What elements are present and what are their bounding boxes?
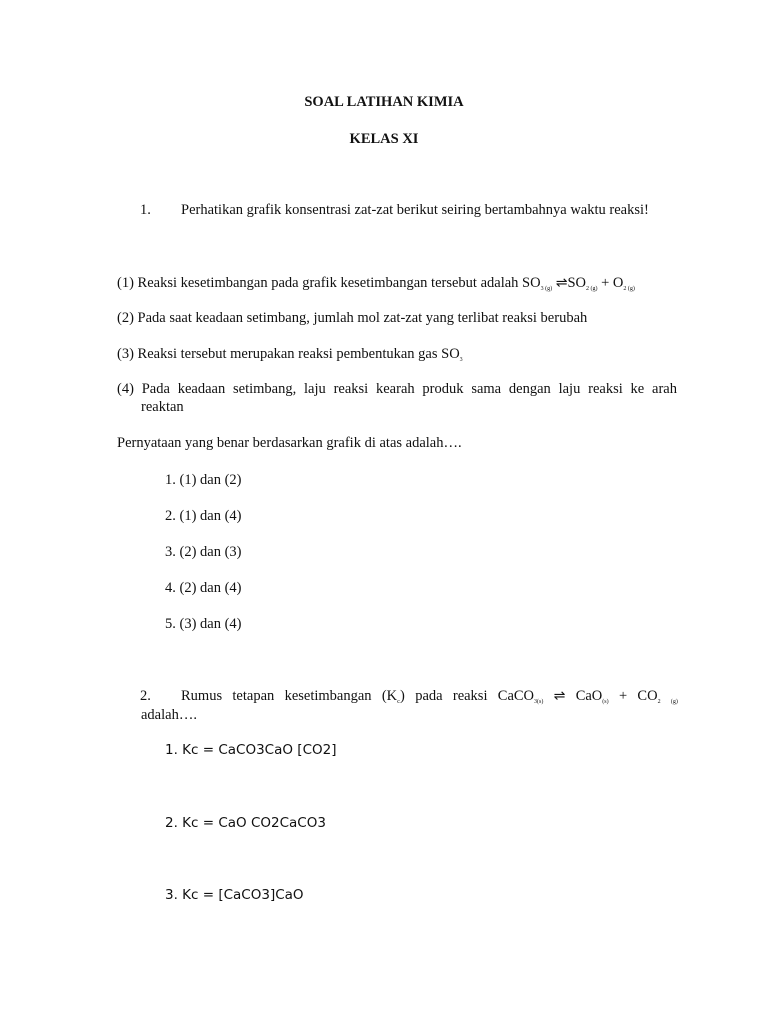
q2-text-reaksi: reaksi bbox=[452, 688, 488, 704]
q2-text-pada: pada bbox=[415, 688, 443, 704]
q1-option-1[interactable]: 1. (1) dan (2) bbox=[165, 472, 242, 488]
page-title: SOAL LATIHAN KIMIA bbox=[304, 94, 464, 110]
formula-o2: + O bbox=[597, 275, 624, 291]
q2-number: 2. bbox=[140, 688, 151, 704]
q2-option-2[interactable]: 2. Kc = CaO CO2CaCO3 bbox=[165, 815, 326, 831]
subscript-g: (g) bbox=[670, 699, 678, 705]
subscript-c: c bbox=[397, 698, 401, 705]
q2-text-tetapan: tetapan bbox=[232, 688, 275, 704]
subscript-so3-gas: 3 bbox=[459, 357, 463, 363]
statement-2: (2) Pada saat keadaan setimbang, jumlah mol zat-zat yang terlibat reaksi berubah bbox=[117, 310, 588, 326]
formula-cao: CaO bbox=[575, 688, 603, 704]
subscript-so2: 2 (g) bbox=[586, 286, 598, 292]
equilibrium-arrow-icon: ⇌ bbox=[555, 275, 568, 291]
q1-number: 1. bbox=[140, 202, 151, 218]
class-level: KELAS XI bbox=[349, 131, 419, 147]
q2-caco3: CaCO$_{3(s)}$ bbox=[497, 688, 544, 705]
q2-co2: $CO_2$ bbox=[637, 688, 661, 705]
q2-prompt-cont: adalah…. bbox=[141, 707, 197, 723]
statement-4: (4) Pada keadaan setimbang, laju reaksi kearah produk sama dengan laju reaksi ke arah bbox=[117, 381, 677, 397]
statement-3-text: (3) Reaksi tersebut merupakan reaksi pembentukan gas SO bbox=[117, 346, 460, 362]
q2-plus: + bbox=[618, 688, 628, 704]
statement-4-cont: reaktan bbox=[141, 399, 184, 415]
subscript-so3: 3 (g) bbox=[540, 286, 553, 292]
statement-3 bbox=[117, 346, 463, 363]
subscript-o2: 2 (g) bbox=[623, 286, 635, 292]
formula-so2: SO bbox=[567, 275, 586, 291]
q2-text-rumus: Rumus bbox=[181, 688, 223, 704]
q1-option-5[interactable]: 5. (3) dan (4) bbox=[165, 616, 242, 632]
q2-option-3[interactable]: 3. Kc = [CaCO3]CaO bbox=[165, 887, 304, 903]
subscript-co2: 2 bbox=[657, 699, 661, 705]
q2-option-1[interactable]: 1. Kc = CaCO3CaO [CO2] bbox=[165, 742, 337, 758]
q1-option-3[interactable]: 3. (2) dan (3) bbox=[165, 544, 242, 560]
q1-option-4[interactable]: 4. (2) dan (4) bbox=[165, 580, 242, 596]
q2-kc: $(K_c)$ bbox=[381, 688, 405, 705]
q1-option-2[interactable]: 2. (1) dan (4) bbox=[165, 508, 242, 524]
q1-prompt: Perhatikan grafik konsentrasi zat-zat berikut seiring bertambahnya waktu reaksi! bbox=[181, 202, 649, 218]
subscript-caco3: 3(s) bbox=[534, 699, 544, 705]
equilibrium-arrow-icon: ⇌ bbox=[553, 688, 566, 704]
subscript-cao: (s) bbox=[602, 699, 609, 705]
statement-1 bbox=[117, 275, 635, 292]
q1-question: Pernyataan yang benar berdasarkan grafik di atas adalah…. bbox=[117, 435, 462, 451]
q2-text-kesetimbangan: kesetimbangan bbox=[284, 688, 372, 704]
statement-1-text: (1) Reaksi kesetimbangan pada grafik kesetimbangan tersebut adalah SO bbox=[117, 275, 541, 291]
q2-cao bbox=[576, 688, 609, 705]
q2-prompt bbox=[181, 688, 678, 705]
